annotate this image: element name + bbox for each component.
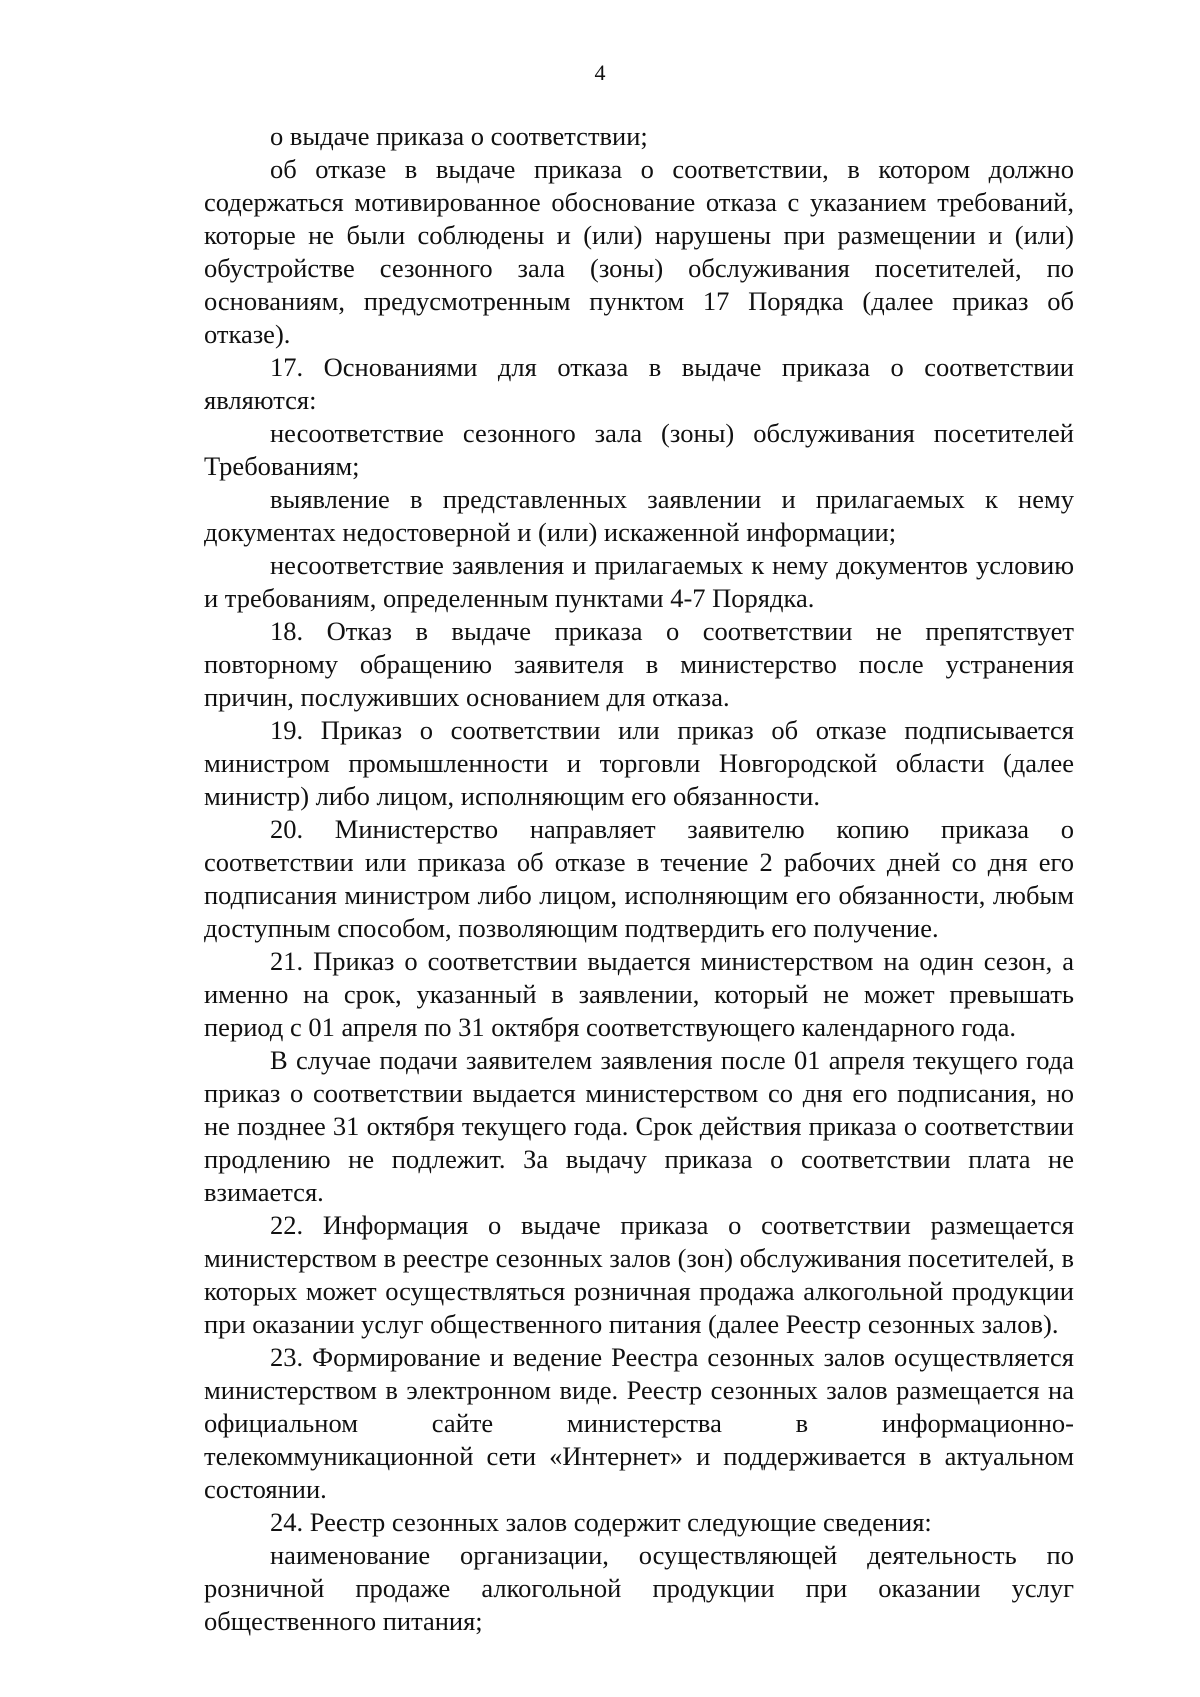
paragraph-17-false-info: выявление в представленных заявлении и прилагаемых к нему документах недостоверной и (или) искаженной информации;: [204, 484, 1074, 547]
paragraph-22: 22. Информация о выдаче приказа о соответствии размещается министерством в реестре сезонных залов (зон) обслуживания посетителей, в которых может осуществляться розничная продажа алкогольной продукции при оказании услуг общественного питания (далее Реестр сезонных залов).: [204, 1210, 1074, 1339]
paragraph-issue-order: о выдаче приказа о соответствии;: [270, 121, 648, 151]
paragraph-19: 19. Приказ о соответствии или приказ об отказе подписывается министром промышленности и торговли Новгородской области (далее министр) либо лицом, исполняющим его обязанности.: [204, 715, 1074, 811]
paragraph-17-requirements: несоответствие заявления и прилагаемых к нему документов условию и требованиям, определенным пунктами 4-7 Порядка.: [204, 550, 1074, 613]
paragraph-24-organization-name: наименование организации, осуществляющей деятельность по розничной продаже алкогольной продукции при оказании услуг общественного питания;: [204, 1540, 1074, 1636]
paragraph-20: 20. Министерство направляет заявителю копию приказа о соответствии или приказа об отказе в течение 2 рабочих дней со дня его подписания министром либо лицом, исполняющим его обязанности, любым доступным способом, позволяющим подтвердить его получение.: [204, 814, 1074, 943]
paragraph-refusal-order: об отказе в выдаче приказа о соответствии, в котором должно содержаться мотивированное обоснование отказа с указанием требований, которые не были соблюдены и (или) нарушены при размещении и (или) обустройстве сезонного зала (зоны) обслуживания посетителей, по основаниям, предусмотренным пунктом 17 Порядка (далее приказ об отказе).: [204, 154, 1074, 349]
paragraph-23: 23. Формирование и ведение Реестра сезонных залов осуществляется министерством в электронном виде. Реестр сезонных залов размещается на официальном сайте министерства в информационно-телекоммуникационной сети «Интернет» и поддерживается в актуальном состоянии.: [204, 1342, 1074, 1504]
page-number: 4: [594, 60, 606, 85]
paragraph-21-late-application: В случае подачи заявителем заявления после 01 апреля текущего года приказ о соответствии выдается министерством со дня его подписания, но не позднее 31 октября текущего года. Срок действия приказа о соответствии продлению не подлежит. За выдачу приказа о соответствии плата не взимается.: [204, 1045, 1074, 1207]
paragraph-21: 21. Приказ о соответствии выдается министерством на один сезон, а именно на срок, указанный в заявлении, который не может превышать период с 01 апреля по 31 октября соответствующего календарного года.: [204, 946, 1074, 1042]
paragraph-24: 24. Реестр сезонных залов содержит следующие сведения:: [270, 1507, 932, 1537]
paragraph-18: 18. Отказ в выдаче приказа о соответствии не препятствует повторному обращению заявителя в министерство после устранения причин, послуживших основанием для отказа.: [204, 616, 1074, 712]
paragraph-17: 17. Основаниями для отказа в выдаче приказа о соответствии являются:: [204, 352, 1074, 415]
paragraph-17-mismatch: несоответствие сезонного зала (зоны) обслуживания посетителей Требованиям;: [204, 418, 1074, 481]
document-body: [204, 120, 1074, 1638]
